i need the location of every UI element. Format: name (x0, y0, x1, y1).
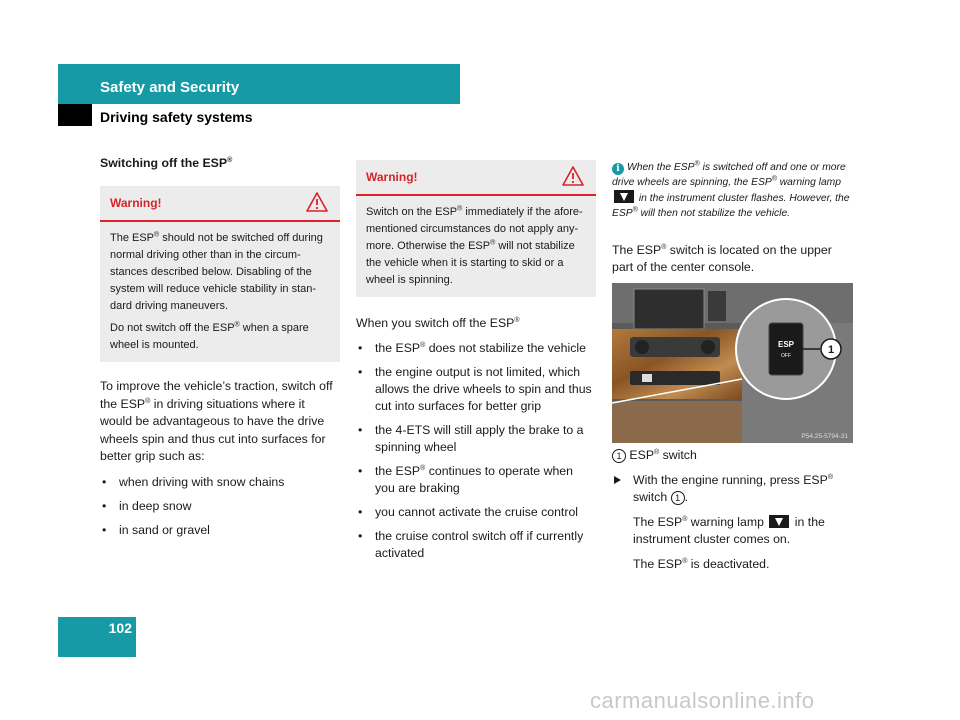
list-item: • in sand or gravel (100, 522, 340, 539)
section-heading: Switching off the ESP® (100, 156, 233, 170)
callout-number: 1 (827, 344, 835, 356)
right-column (612, 160, 854, 221)
warning-text: The ESP® should not be switched off during normal driving other than in the circum-stances described below. Disabling of the system will reduce vehicle stability in stan-dard driving maneuvers. (110, 231, 323, 312)
subsection-marker (58, 104, 92, 126)
effects-list (356, 340, 596, 562)
list-item: • you cannot activate the cruise control (356, 504, 596, 521)
callout-number: 1 (671, 491, 685, 505)
warning-triangle-icon (306, 192, 328, 212)
step-result: The ESP® warning lamp in the instrument cluster comes on. (633, 515, 825, 546)
warning-box-left (100, 186, 340, 362)
list-item: • when driving with snow chains (100, 474, 340, 491)
warning-text: Switch on the ESP® immediately if the afore-mentioned circumstances do not apply any-more. Otherwise the ESP® will not stabilize the vehicle when it is starting to skid or a wheel is spinning. (366, 205, 583, 286)
intro-paragraph: To improve the vehicle’s traction, switch off the ESP® in driving situations where it would be advantageous to have the drive wheels spin and thus cut into surfaces for better grip such as: (100, 379, 333, 463)
left-column (100, 155, 340, 546)
warning-title: Warning! (366, 170, 418, 184)
procedure (612, 447, 854, 573)
warning-box-middle (356, 160, 596, 297)
console-illustration (612, 283, 853, 443)
list-item: • the engine output is not limited, which allows the drive wheels to spin and thus cut into surfaces for better grip (356, 364, 596, 415)
list-item: • in deep snow (100, 498, 340, 515)
middle-column (356, 160, 596, 569)
location-paragraph: The ESP® switch is located on the upper part of the center console. (612, 243, 832, 274)
info-note: i When the ESP® is switched off and one or more drive wheels are spinning, the ESP® warning lamp in the instrument cluster flashes. However, the ESP® will then not stabilize the vehicle. (612, 160, 850, 219)
warning-text: Do not switch off the ESP® when a spare wheel is mounted. (110, 321, 309, 351)
list-item: • the 4-ETS will still apply the brake to a spinning wheel (356, 422, 596, 456)
callout-number: 1 (612, 449, 626, 463)
image-code: P54.25-5794-31 (801, 433, 848, 440)
procedure-step: With the engine running, press ESP® switch 1 . (612, 472, 854, 506)
watermark: carmanualsonline.info (590, 688, 815, 713)
step-result: The ESP® is deactivated. (633, 557, 770, 571)
list-item: • the ESP® continues to operate when you are braking (356, 463, 596, 497)
center-console-photo (612, 283, 853, 443)
warning-triangle-icon (562, 166, 584, 186)
info-icon: i (612, 163, 624, 175)
list-item: • the cruise control switch off if currently activated (356, 528, 596, 562)
skid-warning-lamp-icon (769, 515, 789, 528)
location-text (612, 242, 854, 276)
section-title: Safety and Security (100, 79, 240, 96)
condition-list (100, 474, 340, 539)
esp-button-label: ESP (777, 340, 795, 349)
lead-paragraph: When you switch off the ESP® (356, 316, 520, 330)
esp-button-sublabel: OFF (781, 353, 791, 359)
photo-caption: 1 ESP® switch (612, 447, 854, 464)
skid-warning-lamp-icon (614, 190, 634, 203)
list-item: • the ESP® does not stabilize the vehicle (356, 340, 596, 357)
page-number: 102 (108, 620, 132, 636)
subsection-title: Driving safety systems (100, 109, 253, 125)
warning-title: Warning! (110, 196, 162, 210)
